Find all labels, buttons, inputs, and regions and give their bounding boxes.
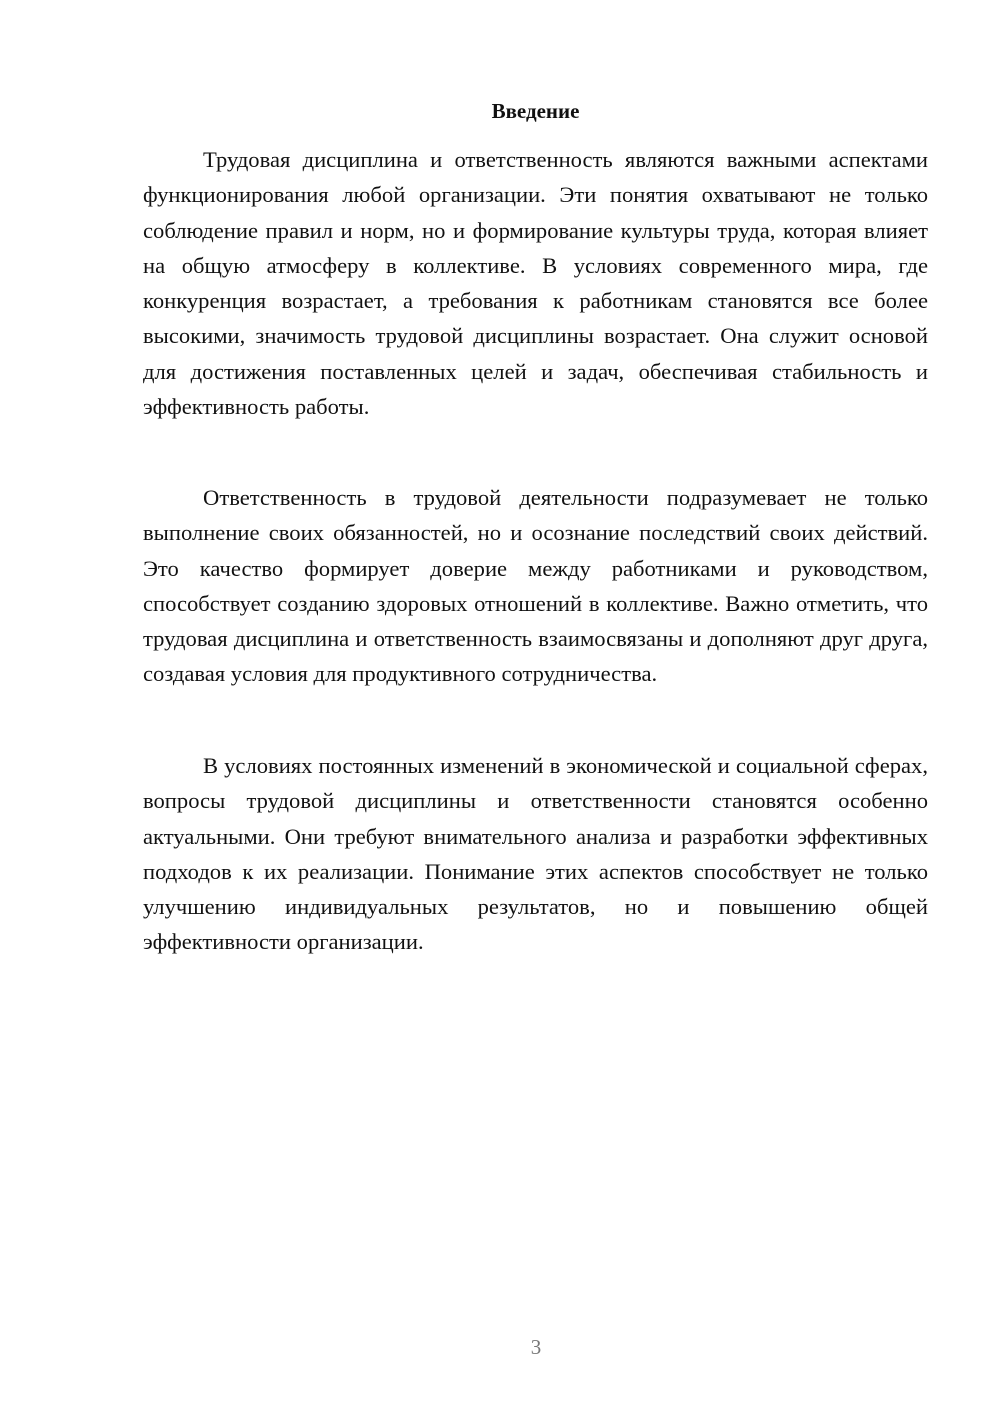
paragraph-1-block [143, 142, 928, 424]
page-number: 3 [530, 1335, 542, 1359]
paragraph-1: Трудовая дисциплина и ответственность являются важными аспектами функционирования любой организации. Эти понятия охватывают не только соблюдение правил и норм, но и формирование культуры труда, которая влияет на общую атмосферу в коллективе. В условиях современного мира, где конкуренция возрастает, а требования к работникам становятся все более высокими, значимость трудовой дисциплины возрастает. Она служит основой для достижения поставленных целей и задач, обеспечивая стабильность и эффективность работы. [143, 147, 928, 420]
paragraph-2: Ответственность в трудовой деятельности подразумевает не только выполнение своих обязанностей, но и осознание последствий своих действий. Это качество формирует доверие между работниками и руководством, способствует созданию здоровых отношений в коллективе. Важно отметить, что трудовая дисциплина и ответственность взаимосвязаны и дополняют друг друга, создавая условия для продуктивного сотрудничества. [143, 485, 928, 687]
paragraph-3-block [143, 748, 928, 960]
paragraph-3: В условиях постоянных изменений в экономической и социальной сферах, вопросы трудовой дисциплины и ответственности становятся особенно актуальными. Они требуют внимательного анализа и разработки эффективных подходов к их реализации. Понимание этих аспектов способствует не только улучшению индивидуальных результатов, но и повышению общей эффективности организации. [143, 753, 928, 955]
section-heading: Введение [491, 99, 580, 123]
paragraph-2-block [143, 480, 928, 692]
